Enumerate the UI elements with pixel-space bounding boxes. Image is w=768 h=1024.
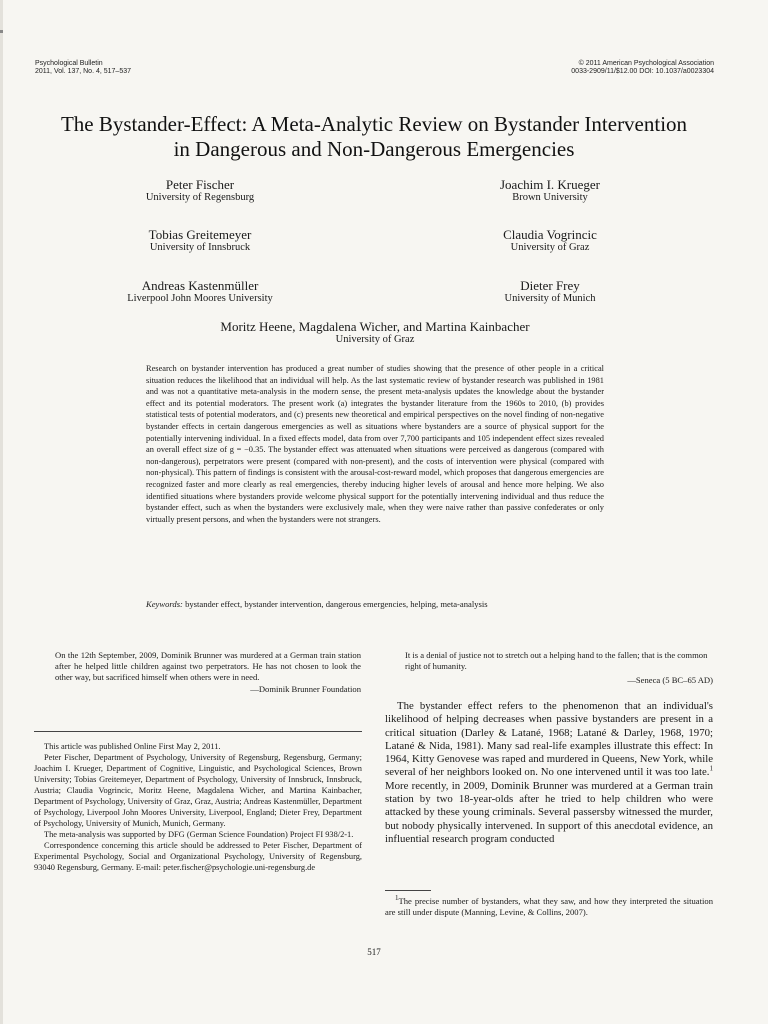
body-paragraph: [385, 700, 713, 846]
body-text-part: More recently, in 2009, Dominik Brunner was murdered at a German train station by two 18-year-olds after he tried to help children who were attacked by these young criminals. Several passersby witnessed the murder, but nobody physically intervened. In support of this anecdotal evidence, an influential research program conducted: [385, 779, 713, 845]
abstract: Research on bystander intervention has produced a great number of studies showing that the presence of other people in a critical situation reduces the likelihood that an individual will help. As the last systematic review of bystander research was published in 1981 and was not a quantitative meta-analysis in the modern sense, the present meta-analysis updates the knowledge about the bystander effect and its potential moderators. The present work (a) integrates the bystander literature from the 1960s to 2010, (b) provides statistical tests of potential moderators, and (c) presents new theoretical and empirical perspectives on the novel finding of non-negative bystander effects in certain dangerous emergencies as well as situations where bystanders are a source of physical support for the potentially intervening individual. In a fixed effects model, data from over 7,700 participants and 105 independent effect sizes revealed an overall effect size of g = −0.35. The bystander effect was attenuated when situations were perceived as dangerous (compared with non-dangerous), perpetrators were present (compared with non-present), and the costs of intervention were physical (compared with non-physical). This pattern of findings is consistent with the arousal-cost-reward model, which proposes that dangerous emergencies are recognized faster and more clearly as real emergencies, thereby inducing higher levels of arousal and hence more helping. We also identified situations where bystanders provide welcome physical support for the potentially intervening individual and thus reduce the bystander effect, such as when the bystanders were exclusively male, when they were naive rather than passive confederates or only virtually present persons, and when the bystanders were not strangers.: [146, 364, 604, 524]
note-paragraph: Correspondence concerning this article should be addressed to Peter Fischer, Department of Experimental Psychology, Social and Organizational Psychology, University of Regensburg, 93040 Regensburg, Germany. E-mail: peter.fischer@psychologie.uni-regensburg.de: [34, 841, 362, 872]
epigraph-text: It is a denial of justice not to stretch out a helping hand to the fallen; that is the common right of humanity.: [405, 650, 708, 671]
author-block: [80, 279, 320, 305]
note-paragraph: The meta-analysis was supported by DFG (German Science Foundation) Project FI 938/2-1.: [44, 830, 354, 839]
author-notes: [34, 741, 362, 873]
epigraph-left: [55, 650, 361, 695]
notes-divider: [34, 731, 362, 732]
article-title: [24, 112, 724, 162]
scan-edge: [0, 0, 3, 1024]
author-block: [150, 320, 600, 346]
copyright-header: [571, 60, 714, 76]
copyright-line: © 2011 American Psychological Association: [578, 60, 714, 67]
epigraph-attribution: —Dominik Brunner Foundation: [250, 684, 361, 694]
author-block: [460, 228, 640, 254]
keywords: [146, 599, 604, 610]
footnote-paragraph: [385, 896, 713, 918]
author-affiliation: University of Graz: [335, 334, 415, 345]
author-block: [460, 178, 640, 204]
epigraph-attribution: —Seneca (5 BC–65 AD): [627, 675, 713, 685]
author-block: [110, 228, 290, 254]
note-paragraph: Peter Fischer, Department of Psychology, University of Regensburg, Regensburg, Germany; Joachim I. Krueger, Department of Cognitive, Linguistic, and Psychological Sciences, Brown University; Tobias Greitemeyer, Department of Psychology, University of Innsbruck, Innsbruck, Austria; Claudia Vogrincic, Moritz Heene, Magdalena Wicher, and Martina Kainbacher, Department of Psychology, University of Graz, Graz, Austria; Andreas Kastenmüller, Department of Psychology, Liverpool John Moores University, Liverpool, England; Dieter Frey, Department of Psychology, University of Munich, Munich, Germany.: [34, 753, 362, 828]
title-line-2: in Dangerous and Non-Dangerous Emergencies: [173, 137, 575, 161]
footnote-ref: 1: [709, 764, 713, 773]
author-name: Joachim I. Krueger: [500, 177, 600, 192]
author-affiliation: Liverpool John Moores University: [127, 293, 273, 304]
body-text-part: The bystander effect refers to the phenomenon that an individual's likelihood of helping decreases when passive bystanders are present in a critical situation (Darley & Latané, 1968; Latané & Darley, 1968, 1970; Latané & Nida, 1981). Many sad real-life examples illustrate this effect: In 1964, Kitty Genovese was raped and murdered in Queens, New York, while several of her neighbors looked on. No one intervened until it was too late.: [385, 700, 713, 779]
scan-mark: [0, 30, 3, 33]
author-name: Claudia Vogrincic: [503, 227, 597, 242]
footnote-divider: [385, 890, 431, 891]
author-affiliation: University of Munich: [504, 293, 596, 304]
author-block: [460, 279, 640, 305]
journal-issue: 2011, Vol. 137, No. 4, 517–537: [35, 68, 132, 75]
author-affiliation: University of Graz: [510, 242, 590, 253]
author-name: Tobias Greitemeyer: [148, 227, 252, 242]
epigraph-text: On the 12th September, 2009, Dominik Brunner was murdered at a German train station after he helped little children against two perpetrators. He has not chosen to look the other way, but sacrificed himself when others were in need.: [55, 650, 361, 682]
keywords-text: bystander effect, bystander intervention, dangerous emergencies, helping, meta-analysis: [185, 599, 488, 609]
keywords-label: Keywords:: [146, 599, 183, 609]
author-affiliation: University of Innsbruck: [149, 242, 251, 253]
author-affiliation: Brown University: [512, 192, 588, 203]
doi-line: 0033-2909/11/$12.00 DOI: 10.1037/a0023304: [571, 68, 714, 75]
footnote-text: The precise number of bystanders, what they saw, and how they interpreted the situation are still under dispute (Manning, Levine, & Collins, 2007).: [385, 896, 713, 917]
journal-name: Psychological Bulletin: [35, 60, 103, 67]
journal-header: [35, 60, 131, 76]
author-affiliation: University of Regensburg: [145, 192, 255, 203]
page-number: 517: [367, 947, 381, 957]
author-name: Dieter Frey: [520, 278, 580, 293]
note-paragraph: This article was published Online First May 2, 2011.: [44, 742, 221, 751]
footnote: [385, 896, 713, 918]
author-block: [110, 178, 290, 204]
footnote-marker: 1: [395, 894, 399, 903]
author-name: Andreas Kastenmüller: [141, 278, 259, 293]
title-line-1: The Bystander-Effect: A Meta-Analytic Review on Bystander Intervention: [60, 112, 688, 136]
author-name: Moritz Heene, Magdalena Wicher, and Martina Kainbacher: [220, 319, 530, 334]
body-text: [385, 700, 713, 846]
author-name: Peter Fischer: [165, 177, 235, 192]
epigraph-right: [405, 650, 713, 686]
